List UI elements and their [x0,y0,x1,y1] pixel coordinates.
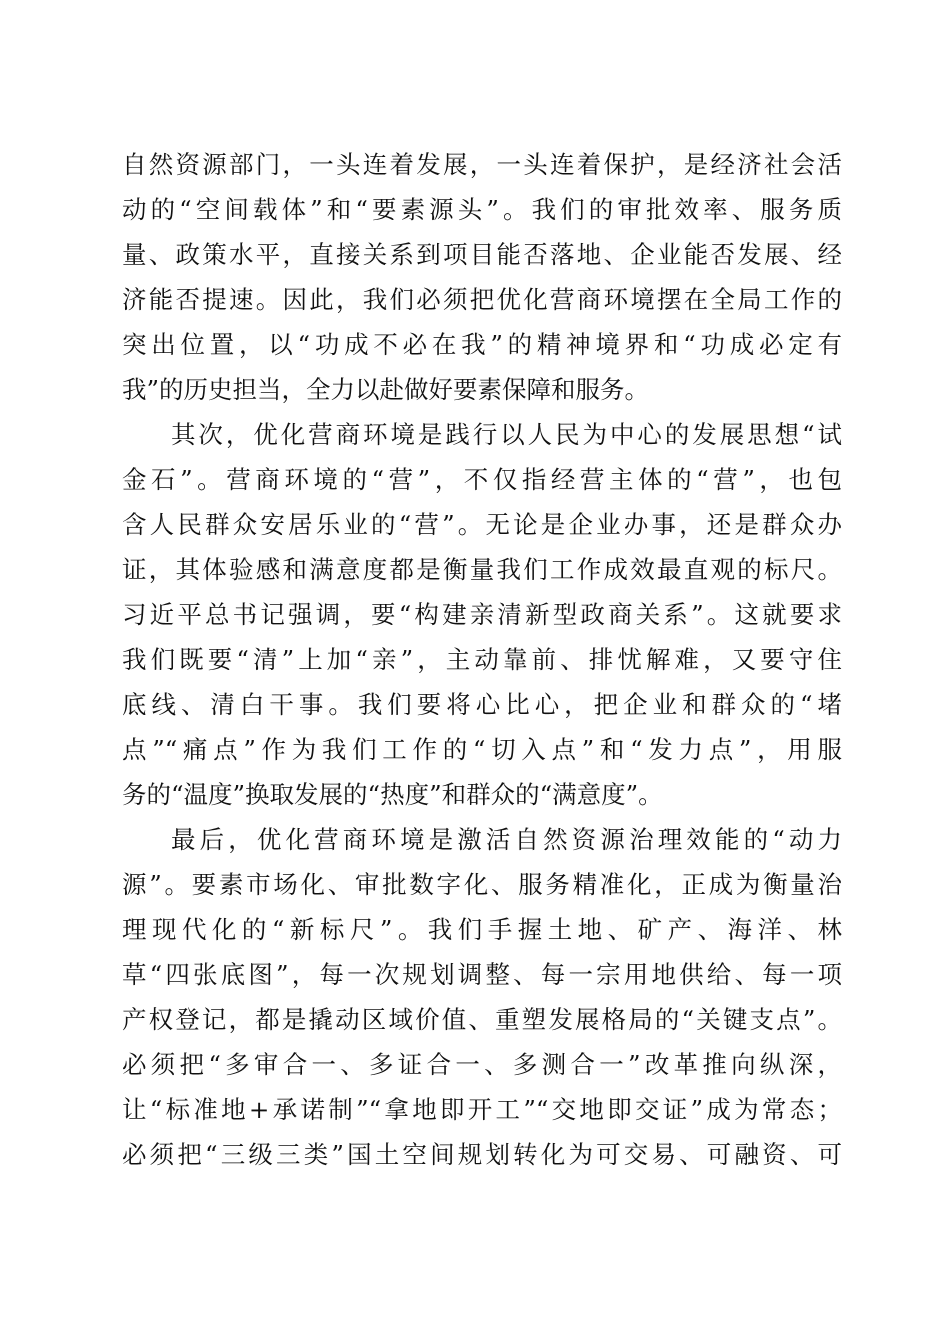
paragraph [122,412,842,817]
text-line: 我们既要“清”上加“亲”，主动靠前、排忧解难，又要守住 [122,645,842,674]
body-text [122,142,842,1177]
text-line: 务的“温度”换取发展的“热度”和群众的“满意度”。 [122,780,663,809]
text-line: 草“四张底图”，每一次规划调整、每一宗用地供给、每一项 [122,960,842,989]
text-line: 源”。要素市场化、审批数字化、服务精准化，正成为衡量治 [122,870,842,899]
text-line: 让“标准地+承诺制”“拿地即开工”“交地即交证”成为常态； [122,1095,842,1124]
text-line: 必须把“多审合一、多证合一、多测合一”改革推向纵深， [122,1050,842,1079]
text-line: 量、政策水平，直接关系到项目能否落地、企业能否发展、经 [122,240,842,269]
text-line: 必须把“三级三类”国土空间规划转化为可交易、可融资、可 [122,1140,842,1169]
text-line: 最后，优化营商环境是激活自然资源治理效能的“动力 [171,825,842,854]
text-line: 自然资源部门，一头连着发展，一头连着保护，是经济社会活 [122,150,842,179]
text-line: 动的“空间载体”和“要素源头”。我们的审批效率、服务质 [122,195,842,224]
text-line: 金石”。营商环境的“营”，不仅指经营主体的“营”，也包 [122,465,842,494]
text-line: 点”“痛点”作为我们工作的“切入点”和“发力点”，用服 [122,735,842,764]
text-line: 突出位置，以“功成不必在我”的精神境界和“功成必定有 [122,330,842,359]
text-line: 我”的历史担当，全力以赴做好要素保障和服务。 [122,375,650,404]
text-line: 底线、清白干事。我们要将心比心，把企业和群众的“堵 [122,690,842,719]
text-line: 证，其体验感和满意度都是衡量我们工作成效最直观的标尺。 [122,555,842,584]
paragraph [122,817,842,1177]
text-line: 习近平总书记强调，要“构建亲清新型政商关系”。这就要求 [122,600,842,629]
text-line: 理现代化的“新标尺”。我们手握土地、矿产、海洋、林 [122,915,842,944]
text-line: 产权登记，都是撬动区域价值、重塑发展格局的“关键支点”。 [122,1005,842,1034]
text-line: 济能否提速。因此，我们必须把优化营商环境摆在全局工作的 [122,285,842,314]
text-line: 含人民群众安居乐业的“营”。无论是企业办事，还是群众办 [122,510,842,539]
text-line: 其次，优化营商环境是践行以人民为中心的发展思想“试 [171,420,842,449]
paragraph [122,142,842,412]
